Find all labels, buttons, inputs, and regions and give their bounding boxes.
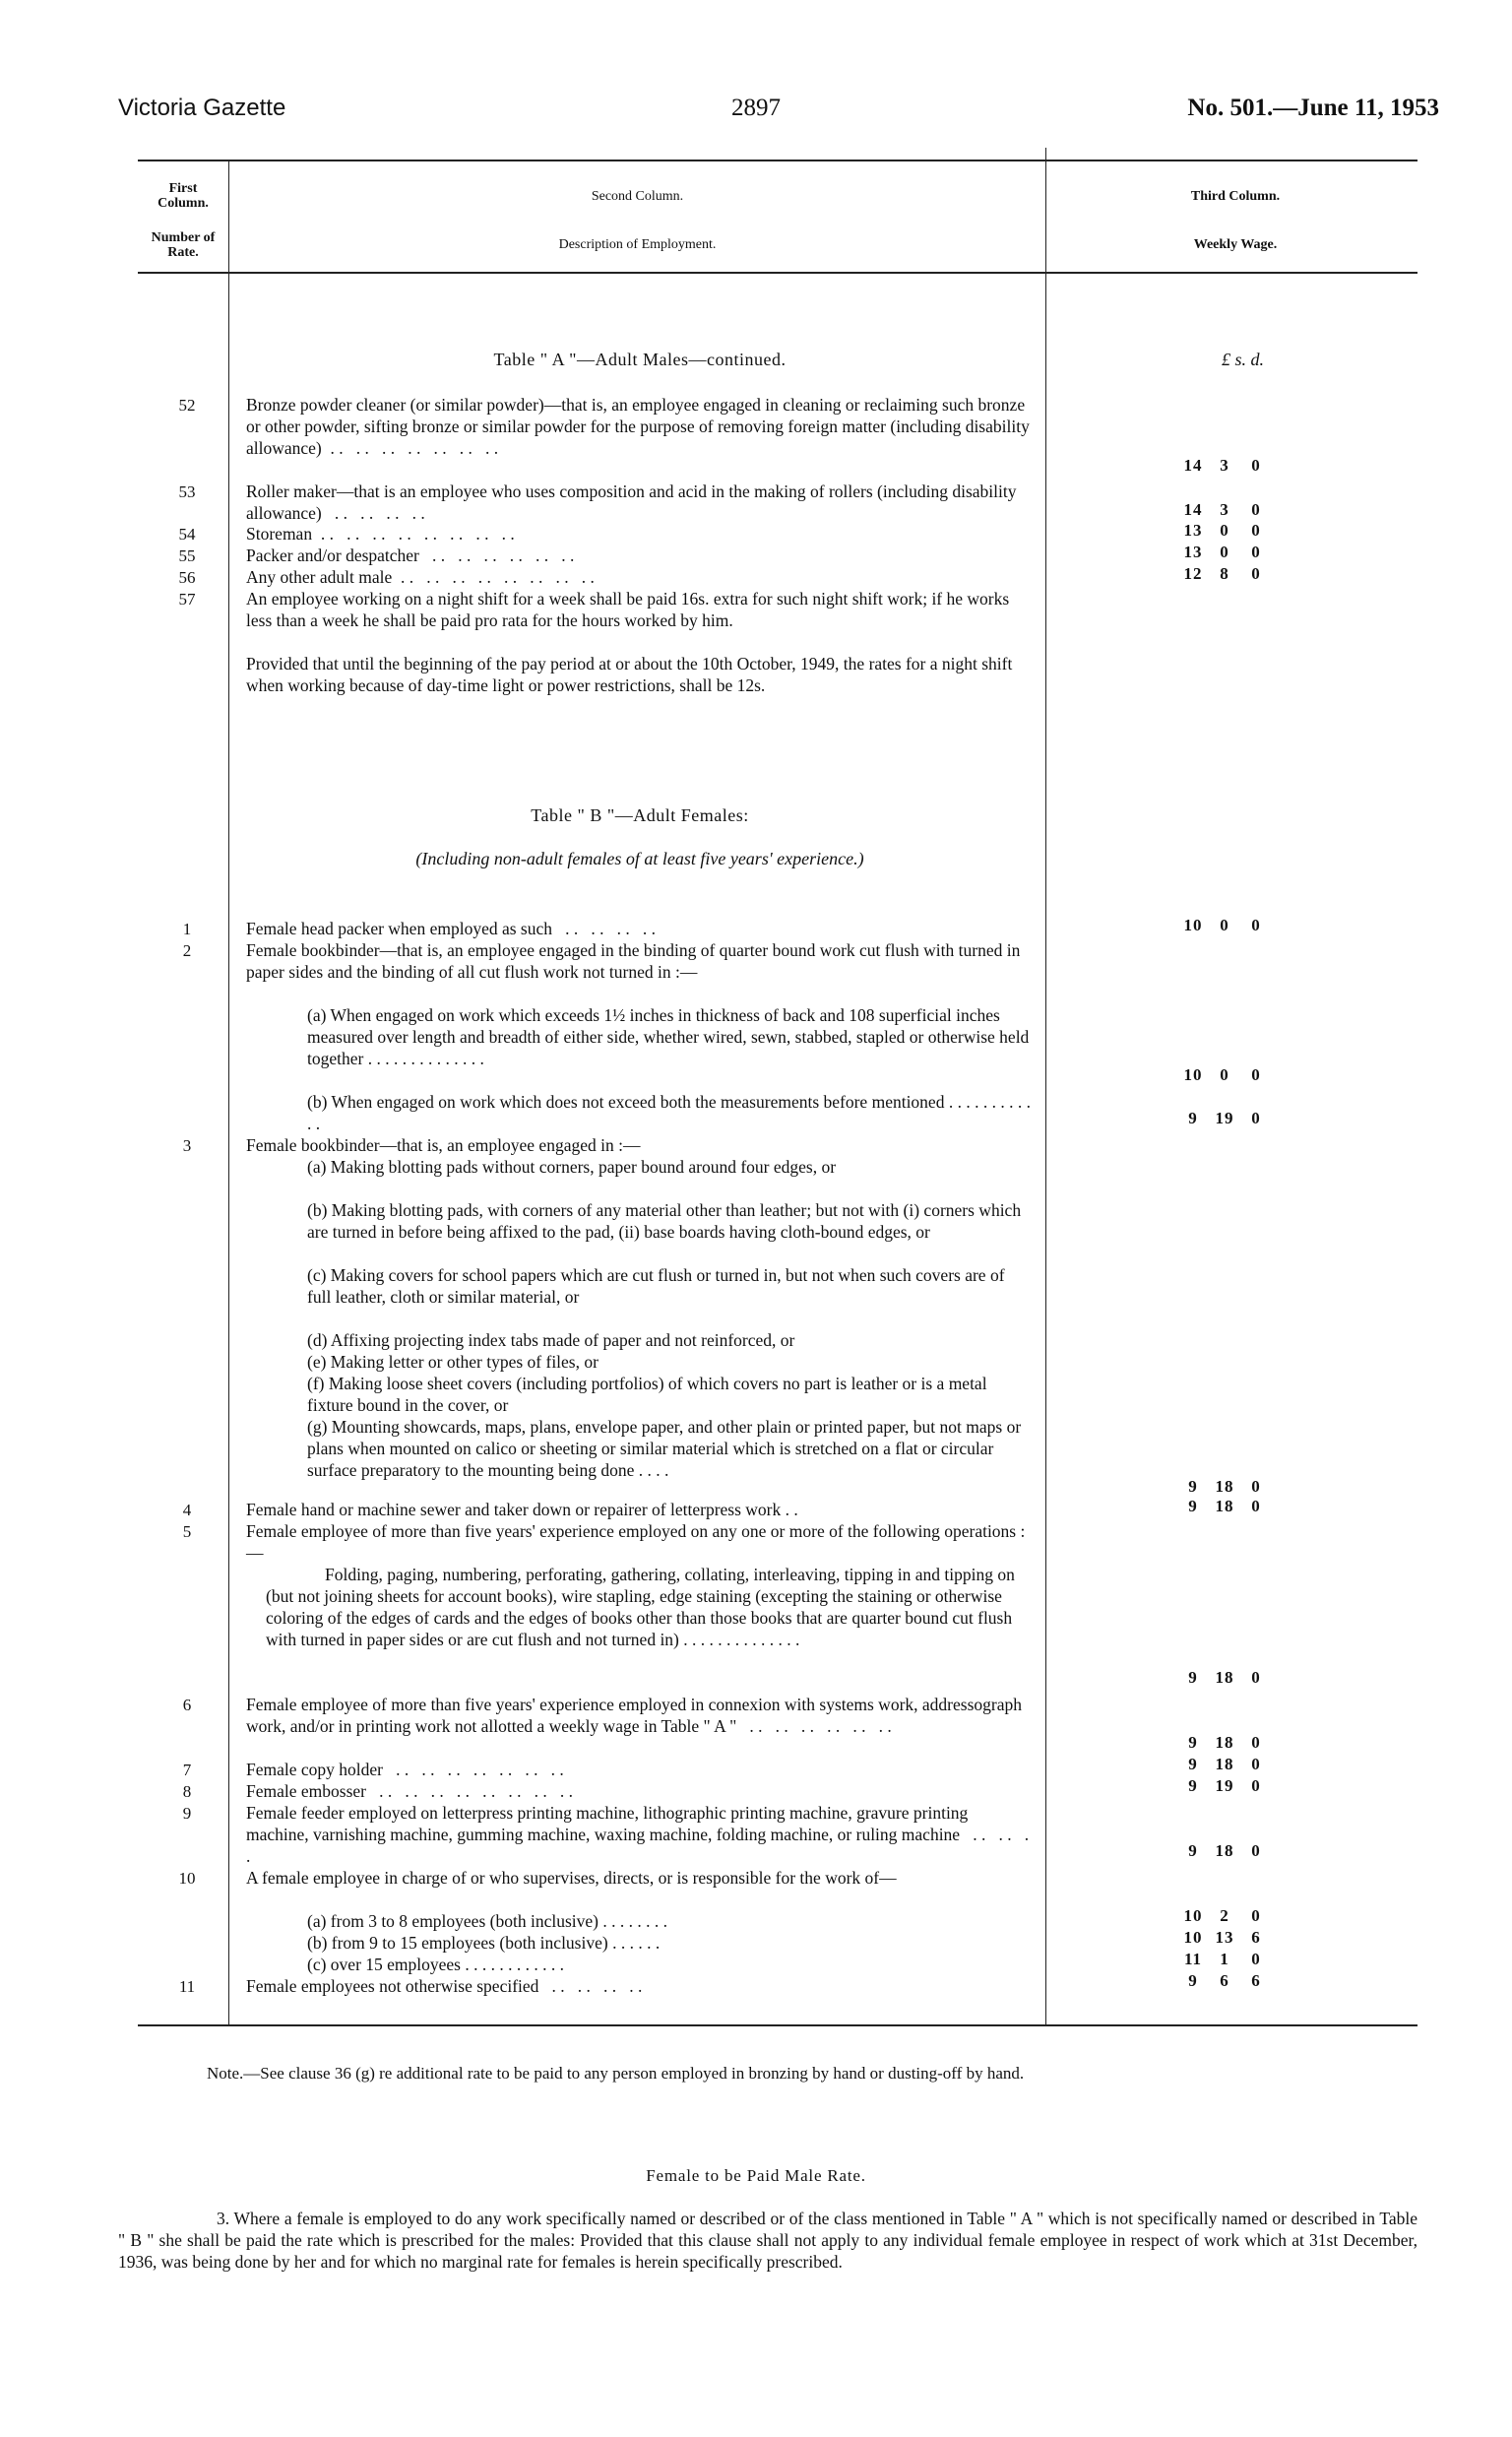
proviso-text: Provided that until the beginning of the pay period at or about the 10th October, 1949, the rates for a night shift when working because of day-time light or power restrictions, shall be 12s.	[246, 654, 1017, 695]
rate-number: 8	[182, 1782, 192, 1801]
note-text: Note.—See clause 36 (g) re additional rate to be paid to any person employed in bronzing by hand or dusting-off by hand.	[207, 2064, 1025, 2083]
rate-number: 7	[182, 1761, 192, 1779]
second-column-subtitle: Description of Employment.	[558, 237, 717, 252]
rate-number: 1	[182, 920, 192, 938]
rate-number: 6	[182, 1696, 192, 1714]
weekly-wage: 13 0 0	[1183, 521, 1261, 540]
sub-clause: (c) Making covers for school papers which are cut flush or turned in, but not when such covers are of full leather, cloth or similar material, or	[307, 1265, 1005, 1307]
currency-header: £ s. d.	[1221, 350, 1264, 369]
sub-clause: (a) from 3 to 8 employees (both inclusive) . . . . . . . .	[307, 1911, 667, 1931]
page-number: 2897	[731, 95, 781, 121]
employment-description: Storeman . . . . . . . . . . . . . . . .	[246, 524, 515, 544]
weekly-wage: 11 1 0	[1183, 1950, 1261, 1968]
issue-date: No. 501.—June 11, 1953	[1187, 95, 1439, 121]
weekly-wage: 10 2 0	[1183, 1906, 1261, 1925]
sub-clause: (a) Making blotting pads without corners, paper bound around four edges, or	[307, 1157, 837, 1177]
employment-description: Female feeder employed on letterpress printing machine, lithographic printing machine, gravure printing machine, varnishing machine, gumming machine, waxing machine, folding machine, or ruling machine . . . . . .	[246, 1803, 1034, 1866]
rate-number: 4	[182, 1501, 192, 1519]
sub-clause: (g) Mounting showcards, maps, plans, envelope paper, and other plain or printed paper, but not maps or plans when mounted on calico or sheeting or similar material which is stretched on a flat or circular surface preparatory to the mounting being done . . . .	[307, 1417, 1022, 1480]
weekly-wage: 9 6 6	[1188, 1971, 1261, 1990]
sub-clause: (b) Making blotting pads, with corners of any material other than leather; but not with (i) corners which are turned in before being affixed to the pad, (ii) base boards having cloth-bound edges, or	[307, 1200, 1022, 1242]
weekly-wage: 10 0 0	[1183, 1065, 1261, 1084]
weekly-wage: 9 18 0	[1188, 1733, 1261, 1752]
third-column-subtitle: Weekly Wage.	[1193, 237, 1278, 252]
sub-clause: (d) Affixing projecting index tabs made of paper and not reinforced, or	[307, 1330, 795, 1350]
employment-description: Female bookbinder—that is, an employee engaged in the binding of quarter bound work cut flush with turned in paper sides and the binding of all cut flush work not turned in :—	[246, 940, 1025, 982]
weekly-wage: 14 3 0	[1183, 456, 1261, 475]
rate-number: 10	[178, 1869, 196, 1888]
rate-number: 9	[182, 1804, 192, 1823]
employment-description: Bronze powder cleaner (or similar powder)—that is, an employee engaged in cleaning or reclaiming such bronze or other powder, sifting bronze or similar powder for the purpose of removing foreign matter (including disability allowance) . . . . . . . . . . . . . .	[246, 395, 1035, 458]
rate-number: 53	[178, 482, 196, 501]
header-bottom-rule	[138, 272, 1418, 274]
first-column-title: First Column.	[158, 181, 209, 211]
sub-clause: (f) Making loose sheet covers (including portfolios) of which covers no part is leather or is a metal fixture bound in the cover, or	[307, 1374, 987, 1415]
publication-title: Victoria Gazette	[118, 95, 286, 121]
column-divider-1	[228, 161, 229, 2025]
employment-description: Female embosser . . . . . . . . . . . . . . . .	[246, 1781, 573, 1801]
employment-description: Packer and/or despatcher . . . . . . . . . . . .	[246, 545, 575, 565]
weekly-wage: 12 8 0	[1183, 564, 1261, 583]
employment-description: Any other adult male . . . . . . . . . . . . . . . .	[246, 567, 595, 587]
first-column-subtitle: Number of Rate.	[151, 230, 216, 260]
weekly-wage: 9 18 0	[1188, 1668, 1261, 1687]
table-b-subtitle: (Including non-adult females of at least five years' experience.)	[415, 849, 864, 868]
employment-description: Female copy holder . . . . . . . . . . . . . .	[246, 1760, 564, 1779]
employment-description: Female employee of more than five years' experience employed in connexion with systems work, addressograph work, and/or in printing work not allotted a weekly wage in Table " A " . . . . . . . . . . . .	[246, 1695, 1027, 1736]
third-column-title: Third Column.	[1190, 189, 1281, 204]
rate-number: 57	[178, 590, 196, 609]
rate-number: 52	[178, 396, 196, 415]
weekly-wage: 9 19 0	[1188, 1109, 1261, 1127]
sub-clause: (b) When engaged on work which does not exceed both the measurements before mentioned . . . . . . . . . . . .	[307, 1092, 1031, 1133]
sub-clause: (e) Making letter or other types of files, or	[307, 1352, 598, 1372]
table-a-title: Table " A "—Adult Males—continued.	[493, 350, 787, 369]
sub-clause: Folding, paging, numbering, perforating, gathering, collating, interleaving, tipping in and tipping on (but not joining sheets for account books), wire stapling, edge staining (excepting the staining or otherwise coloring of the edges of cards and the edges of books other than those books that are quarter bound cut flush with turned in paper sides or are cut flush and not turned in) . . . . . . . . . . . . . .	[266, 1565, 1015, 1649]
weekly-wage: 10 13 6	[1183, 1928, 1261, 1947]
rate-number: 11	[178, 1977, 196, 1996]
employment-description: An employee working on a night shift for a week shall be paid 16s. extra for such night shift work; if he works less than a week he shall be paid pro rata for the hours worked by him.	[246, 589, 1014, 630]
employment-description: Female employees not otherwise specified . . . . . . . .	[246, 1976, 643, 1996]
rate-number: 56	[178, 568, 196, 587]
employment-description: A female employee in charge of or who supervises, directs, or is responsible for the work of—	[246, 1868, 897, 1888]
sub-clause: (c) over 15 employees . . . . . . . . . . . .	[307, 1955, 564, 1974]
weekly-wage: 9 18 0	[1188, 1477, 1261, 1496]
weekly-wage: 9 19 0	[1188, 1776, 1261, 1795]
table-b-title: Table " B "—Adult Females:	[531, 805, 749, 825]
column-divider-2	[1045, 148, 1046, 2025]
table-bottom-rule	[138, 2024, 1418, 2026]
weekly-wage: 14 3 0	[1183, 500, 1261, 519]
weekly-wage: 9 18 0	[1188, 1497, 1261, 1515]
employment-description: Female hand or machine sewer and taker down or repairer of letterpress work . .	[246, 1500, 798, 1519]
rate-number: 2	[182, 941, 192, 960]
clause-paragraph: 3. Where a female is employed to do any work specifically named or described or of the class mentioned in Table " A " which is not specifically named or described in Table " B " she shall be paid the rate which is prescribed for the males: Provided that this clause shall not apply to any individual female employee in respect of work which at 31st December, 1936, was being done by her and for which no marginal rate for females is herein specifically prescribed.	[118, 2209, 1418, 2272]
table-top-rule	[138, 160, 1418, 161]
weekly-wage: 13 0 0	[1183, 543, 1261, 561]
rate-number: 3	[182, 1136, 192, 1155]
rate-number: 5	[182, 1522, 192, 1541]
sub-clause: (a) When engaged on work which exceeds 1½ inches in thickness of back and 108 superficial inches measured over length and breadth of either side, whether wired, sewn, stabbed, stapled or otherwise held together . . . . . . . . . . . . . .	[307, 1005, 1030, 1068]
sub-clause: (b) from 9 to 15 employees (both inclusive) . . . . . .	[307, 1933, 661, 1953]
weekly-wage: 9 18 0	[1188, 1841, 1261, 1860]
employment-description: Female bookbinder—that is, an employee engaged in :—	[246, 1135, 641, 1155]
employment-description: Female head packer when employed as such . . . . . . . .	[246, 919, 656, 938]
weekly-wage: 9 18 0	[1188, 1755, 1261, 1773]
rate-number: 54	[178, 525, 196, 544]
employment-description: Roller maker—that is an employee who uses composition and acid in the making of rollers (including disability allowance) . . . . . . . .	[246, 481, 1021, 523]
weekly-wage: 10 0 0	[1183, 916, 1261, 934]
section-heading: Female to be Paid Male Rate.	[646, 2166, 866, 2185]
rate-number: 55	[178, 546, 196, 565]
employment-description: Female employee of more than five years' experience employed on any one or more of the following operations :—	[246, 1521, 1026, 1563]
second-column-title: Second Column.	[591, 189, 684, 204]
